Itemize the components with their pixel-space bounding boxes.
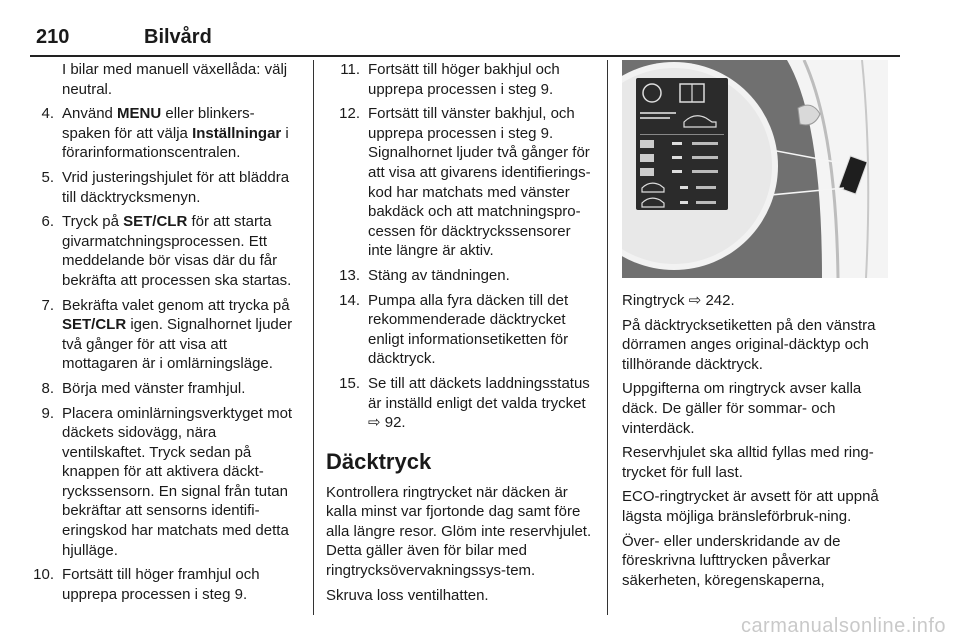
item-text: för att starta givarmatchningsprocessen. Ett meddelande bör visas där du får bekräfta att processen ska startas.	[62, 213, 292, 289]
set-clr-keyword: SET/CLR	[62, 316, 127, 334]
paragraph: Kontrollera ringtrycket när däcken är kalla minst var fjortonde dag samt före alla längre resor. Glöm inte reservhjulet. Detta gäller även för bilar med ringtrycksövervakningssys-tem.	[326, 483, 592, 580]
item-number: 10.	[33, 566, 54, 584]
item-number: 9.	[41, 404, 54, 422]
list-item	[20, 404, 302, 561]
list-item	[20, 104, 302, 163]
list-item	[326, 291, 594, 369]
paragraph: ECO-ringtrycket är avsett för att uppnå lägsta möjliga bränsleförbruk-ning.	[622, 488, 879, 525]
item-number: 5.	[41, 168, 54, 186]
item-text: Fortsätt till vänster bakhjul, och upprepa processen i steg 9. Signalhornet ljuder två gånger för att visa att givarens identifierings-kod har matchats med vänster bakdäck och att matchningspro-cessen för däcktryckssensorer inte längre är aktiv.	[368, 105, 591, 260]
item-number: 8.	[41, 379, 54, 397]
paragraph: Över- eller underskridande av de föreskrivna lufttrycken påverkar säkerheten, köregenskaperna,	[622, 532, 841, 589]
ref-prefix: Ringtryck	[622, 292, 685, 309]
list-item	[326, 104, 594, 261]
item-text: eller blinkers-spaken för att välja	[62, 105, 255, 142]
tire-pressure-label-figure	[622, 60, 888, 278]
section-heading: Däcktryck	[326, 448, 432, 474]
item-text: Tryck på	[62, 213, 124, 231]
item-text: Pumpa alla fyra däcken till det rekommenderade däcktrycket enligt informationsetiketten för däcktryck.	[368, 291, 569, 368]
column-left	[20, 60, 302, 609]
item-text: I bilar med manuell växellåda: välj neutral.	[62, 61, 288, 98]
item-text: Fortsätt till höger framhjul och upprepa processen i steg 9.	[62, 566, 260, 603]
item-number: 4.	[41, 105, 54, 123]
paragraph: Reservhjulet ska alltid fyllas med ring-trycket för full last.	[622, 444, 874, 481]
list-item	[20, 296, 302, 374]
item-text: Börja med vänster framhjul.	[62, 379, 246, 397]
door-frame-illustration	[622, 60, 888, 278]
page-reference-link[interactable]: 92.	[384, 414, 406, 432]
list-item-continuation	[20, 60, 302, 99]
list-item	[326, 266, 594, 286]
column-right	[622, 60, 888, 595]
item-number: 6.	[41, 213, 54, 231]
list-item	[326, 374, 594, 433]
column-divider	[607, 60, 608, 615]
item-number: 13.	[339, 266, 360, 284]
page-header	[30, 26, 900, 56]
page-number: 210	[36, 26, 70, 48]
paragraph: Uppgifterna om ringtryck avser kalla däck. De gäller för sommar- och vinterdäck.	[622, 380, 862, 437]
list-item	[20, 212, 302, 290]
item-number: 15.	[339, 374, 360, 392]
page-reference-link[interactable]: 242.	[705, 292, 735, 309]
column-middle	[326, 60, 594, 610]
item-number: 7.	[41, 296, 54, 314]
menu-keyword: MENU	[117, 105, 162, 123]
watermark: carmanualsonline.info	[740, 615, 946, 637]
list-item	[20, 168, 302, 207]
settings-keyword: Inställningar	[192, 124, 282, 142]
paragraph	[622, 291, 888, 311]
header-divider	[30, 55, 900, 57]
item-text: Använd	[62, 105, 118, 123]
item-text: Stäng av tändningen.	[368, 266, 510, 284]
page-reference-arrow-icon: ⇨	[688, 292, 706, 309]
item-text: Vrid justeringshjulet för att bläddra till däcktrycksmenyn.	[62, 168, 290, 206]
list-item	[326, 60, 594, 99]
paragraph: På däcktrycksetiketten på den vänstra dörramen anges original-däcktyp och tillhörande däcktryck.	[622, 316, 876, 373]
item-text: Placera ominlärningsverktyget mot däckets sidovägg, nära ventilskaftet. Tryck sedan på knappen för att aktivera däckt-ryckssensorn. En signal från tutan bekräftar att sensorns identifi-eringskod har matchats med detta hjulläge.	[62, 404, 293, 559]
item-text: igen. Signalhornet ljuder två gånger för att visa att mottagaren är i omlärningsläge.	[62, 316, 293, 373]
list-item	[20, 565, 302, 604]
list-item	[20, 379, 302, 399]
set-clr-keyword: SET/CLR	[123, 213, 188, 231]
item-text: i förarinformationscentralen.	[62, 124, 289, 162]
item-text: Bekräfta valet genom att trycka på	[62, 296, 290, 314]
section-title: Bilvård	[144, 26, 212, 48]
paragraph: Skruva loss ventilhatten.	[326, 586, 489, 604]
item-number: 11.	[340, 61, 360, 78]
item-text: Se till att däckets laddningsstatus är inställd enligt det valda trycket	[368, 374, 590, 412]
column-divider	[313, 60, 314, 615]
item-number: 14.	[339, 291, 360, 309]
item-number: 12.	[339, 105, 360, 123]
page-reference-arrow-icon: ⇨	[368, 414, 385, 432]
item-text: Fortsätt till höger bakhjul och upprepa processen i steg 9.	[368, 61, 560, 98]
